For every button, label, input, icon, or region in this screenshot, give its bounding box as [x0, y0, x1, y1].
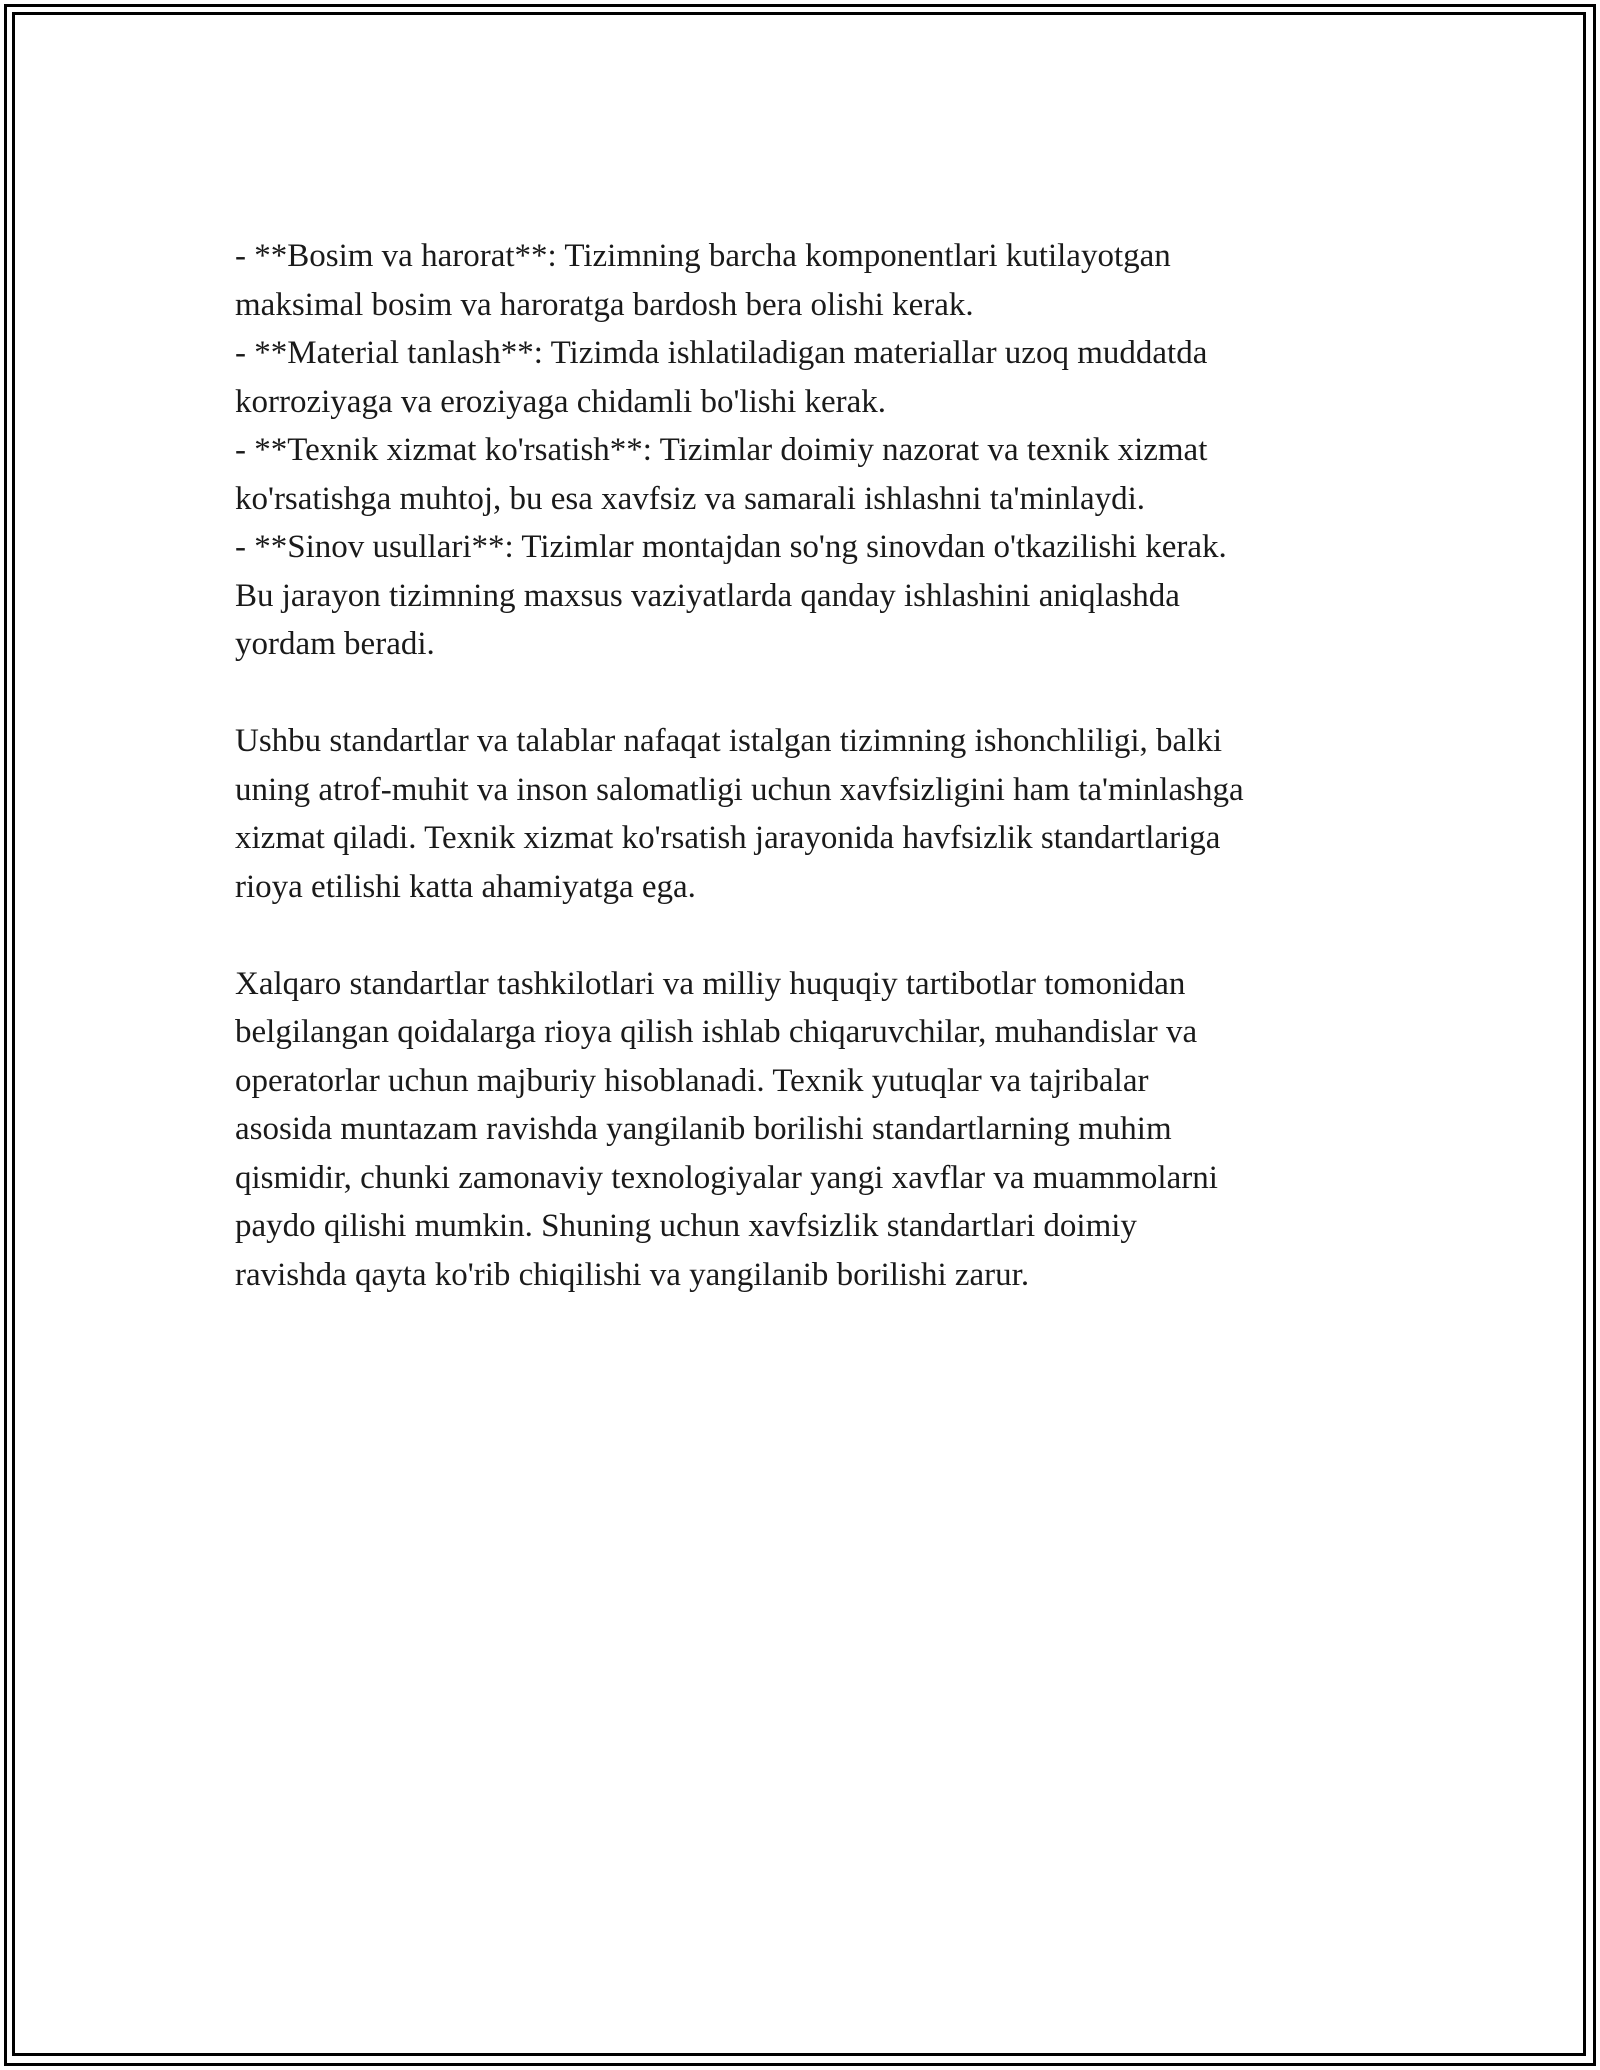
- bullet-material-line-1: - **Material tanlash**: Tizimda ishlatiladigan materiallar uzoq muddatda: [235, 335, 1208, 371]
- bullet-pressure-line-1: - **Bosim va harorat**: Tizimning barcha komponentlari kutilayotgan: [235, 238, 1171, 274]
- bullet-pressure-line-2: maksimal bosim va haroratga bardosh bera olishi kerak.: [235, 286, 974, 323]
- paragraph-line: operatorlar uchun majburiy hisoblanadi. Texnik yutuqlar va tajribalar: [235, 1062, 1149, 1099]
- bullet-material-line-2: korroziyaga va eroziyaga chidamli bo'lishi kerak.: [235, 383, 887, 420]
- paragraph-line: ravishda qayta ko'rib chiqilishi va yangilanib borilishi zarur.: [235, 1256, 1030, 1293]
- paragraph-line: xizmat qiladi. Texnik xizmat ko'rsatish jarayonida havfsizlik standartlariga: [235, 820, 1221, 856]
- paragraph-line: rioya etilishi katta ahamiyatga ega.: [235, 868, 696, 905]
- bullet-maintenance-line-2: ko'rsatishga muhtoj, bu esa xavfsiz va samarali ishlashni ta'minlaydi.: [235, 480, 1146, 517]
- paragraph-standards: [235, 717, 1365, 911]
- bullet-list: [235, 232, 1365, 669]
- paragraph-line: qismidir, chunki zamonaviy texnologiyalar yangi xavflar va muammolarni: [235, 1159, 1218, 1196]
- bullet-testing-line-2: Bu jarayon tizimning maxsus vaziyatlarda qanday ishlashini aniqlashda: [235, 577, 1180, 614]
- bullet-maintenance-line-1: - **Texnik xizmat ko'rsatish**: Tizimlar doimiy nazorat va texnik xizmat: [235, 432, 1208, 468]
- paragraph-line: Xalqaro standartlar tashkilotlari va milliy huquqiy tartibotlar tomonidan: [235, 965, 1186, 1002]
- paragraph-line: Ushbu standartlar va talablar nafaqat istalgan tizimning ishonchliligi, balki: [235, 723, 1222, 759]
- paragraph-line: belgilangan qoidalarga rioya qilish ishlab chiqaruvchilar, muhandislar va: [235, 1014, 1198, 1050]
- paragraph-line: asosida muntazam ravishda yangilanib borilishi standartlarning muhim: [235, 1111, 1172, 1147]
- paragraph-line: uning atrof-muhit va inson salomatligi uchun xavfsizligini ham ta'minlashga: [235, 771, 1244, 808]
- paragraph-international: [235, 960, 1365, 1300]
- document-body: [235, 232, 1365, 1299]
- bullet-testing-line-1: - **Sinov usullari**: Tizimlar montajdan so'ng sinovdan o'tkazilishi kerak.: [235, 529, 1227, 565]
- bullet-testing-line-3: yordam beradi.: [235, 626, 435, 662]
- paragraph-line: paydo qilishi mumkin. Shuning uchun xavfsizlik standartlari doimiy: [235, 1208, 1137, 1244]
